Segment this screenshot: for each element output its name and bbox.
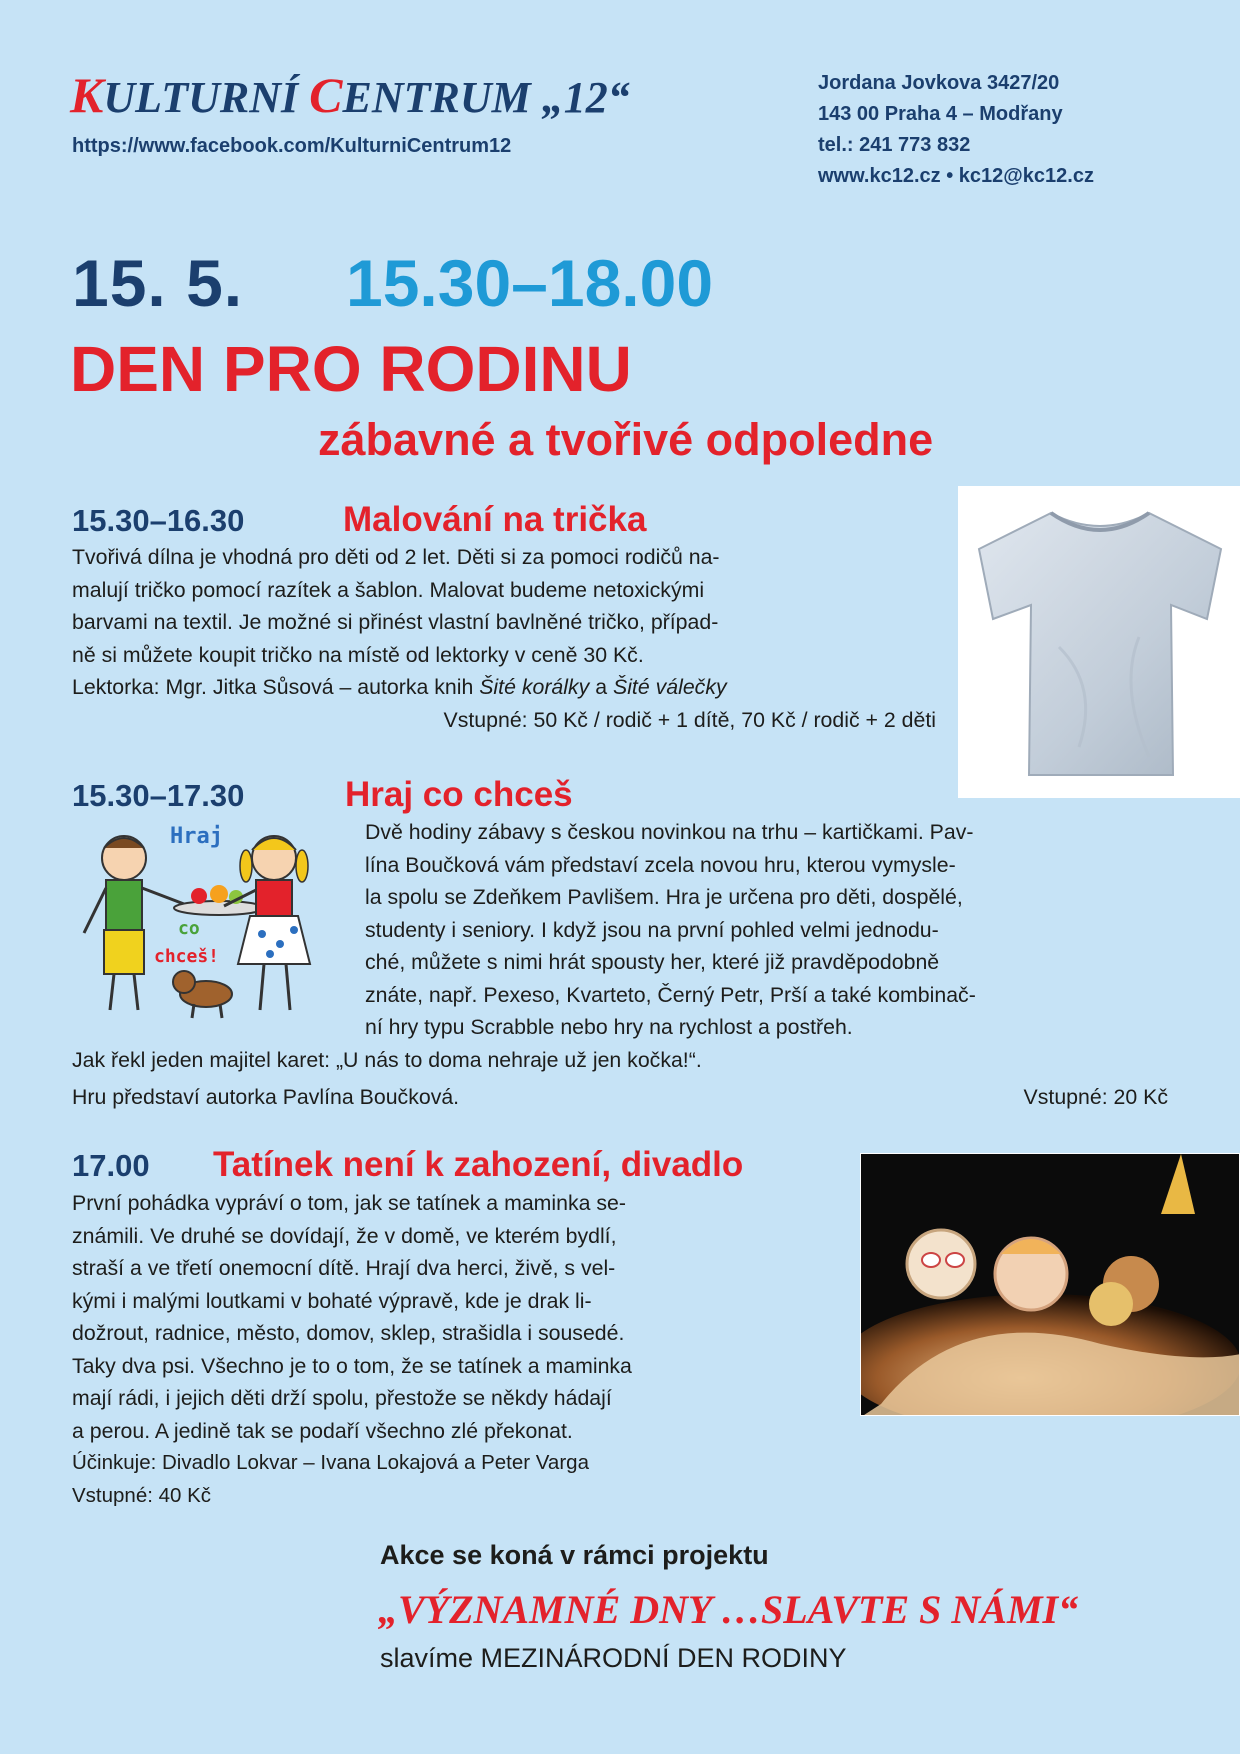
puppet-photo: [860, 1153, 1240, 1416]
lector-and: a: [589, 675, 613, 699]
event-title: DEN PRO RODINU: [70, 333, 632, 405]
section1-time: 15.30–16.30: [72, 503, 245, 538]
event-subtitle: zábavné a tvořivé odpoledne: [318, 414, 934, 465]
puppet-theatre-icon: [861, 1154, 1240, 1416]
illustration-word-hraj: Hraj: [170, 824, 223, 849]
logo-k: K: [70, 67, 104, 123]
section2-price: Vstupné: 20 Kč: [1023, 1085, 1168, 1109]
project-name: „VÝZNAMNÉ DNY …SLAVTE S NÁMI“: [378, 1587, 1079, 1632]
section2-line: ché, můžete s nimi hrát spousty her, které již pravděpodobně: [365, 950, 940, 974]
section2-line: znáte, např. Pexeso, Kvarteto, Černý Petr, Prší a také kombinač-: [365, 982, 976, 1007]
event-date: 15. 5.: [72, 246, 244, 320]
section1-line: Tvořivá dílna je vhodná pro děti od 2 let. Děti si za pomoci rodičů na-: [72, 545, 720, 569]
section2-author: Hru představí autorka Pavlína Boučková.: [72, 1085, 460, 1109]
book-title-2: Šité válečky: [612, 675, 727, 699]
tshirt-icon: [959, 487, 1240, 798]
section3-price: Vstupné: 40 Kč: [72, 1483, 212, 1507]
contact-city: 143 00 Praha 4 – Modřany: [818, 103, 1063, 125]
logo-entrum: ENTRUM: [342, 73, 542, 122]
section2-line: lína Boučková vám představí zcela novou hru, kterou vymysle-: [365, 852, 956, 877]
section1-body: [72, 541, 940, 704]
section2-line: la spolu se Zdeňkem Pavlišem. Hra je určena pro děti, dospělé,: [365, 885, 963, 909]
facebook-link[interactable]: https://www.facebook.com/KulturniCentrum12: [72, 135, 512, 157]
section2-quote: Jak řekl jeden majitel karet: „U nás to doma nehraje už jen kočka!“.: [72, 1048, 702, 1072]
section2-line: studenty i seniory. I když jsou na první pohled velmi jednodu-: [365, 917, 939, 942]
section3-line: mají rádi, i jejich děti drží spolu, přestože se někdy hádají: [72, 1386, 612, 1410]
children-illustration-icon: [74, 818, 344, 1028]
contact-block: [818, 68, 1094, 192]
book-title-1: Šité korálky: [479, 675, 590, 699]
section1-lector: [72, 671, 940, 704]
event-time: 15.30–18.00: [346, 246, 714, 320]
contact-web-email[interactable]: www.kc12.cz • kc12@kc12.cz: [818, 165, 1094, 187]
section3-line: a perou. A jedině tak se podaří všechno zlé překonat.: [72, 1418, 573, 1443]
logo-c: C: [309, 67, 343, 123]
section3-time: 17.00: [72, 1148, 150, 1183]
lector-prefix: Lektorka: Mgr. Jitka Sůsová – autorka knih: [72, 675, 480, 699]
illustration-word-chces: chceš!: [154, 946, 220, 967]
section3-cast: Účinkuje: Divadlo Lokvar – Ivana Lokajová a Peter Varga: [72, 1451, 589, 1474]
section3-line: První pohádka vypráví o tom, jak se tatínek a maminka se-: [72, 1191, 626, 1215]
contact-address: Jordana Jovkova 3427/20: [818, 72, 1060, 94]
section1-line: ně si můžete koupit tričko na místě od lektorky v ceně 30 Kč.: [72, 642, 644, 667]
section2-line: Dvě hodiny zábavy s českou novinkou na trhu – kartičkami. Pav-: [365, 820, 974, 844]
project-intro: Akce se koná v rámci projektu: [380, 1540, 769, 1570]
logo: [70, 66, 630, 124]
section3-body: [72, 1187, 632, 1512]
section1-title: Malování na trička: [343, 500, 647, 539]
section3-title: Tatínek není k zahození, divadlo: [213, 1145, 744, 1184]
section1-line: malují tričko pomocí razítek a šablon. Malovat budeme netoxickými: [72, 577, 705, 602]
logo-ulturni: ULTURNÍ: [103, 73, 310, 122]
section3-line: dožrout, radnice, město, domov, sklep, strašidla i sousedé.: [72, 1321, 625, 1345]
section3-line: straší a ve třetí onemocní dítě. Hrají dva herci, živě, s vel-: [72, 1256, 616, 1280]
section3-line: Taky dva psi. Všechno je to o tom, že se tatínek a maminka: [72, 1353, 632, 1378]
section3-line: známili. Ve druhé se dovídají, že v domě, ve kterém bydlí,: [72, 1223, 617, 1248]
section2-time: 15.30–17.30: [72, 778, 245, 813]
section2-title: Hraj co chceš: [345, 775, 573, 814]
illustration-word-co: co: [178, 918, 200, 939]
section1-line: barvami na textil. Je možné si přinést vlastní bavlněné tričko, případ-: [72, 610, 719, 634]
section3-line: kými i malými loutkami v bohaté výpravě, kde je drak li-: [72, 1288, 592, 1313]
logo-number: „12“: [541, 73, 630, 122]
section2-line: ní hry typu Scrabble nebo hry na rychlost a postřeh.: [365, 1015, 853, 1039]
contact-phone: tel.: 241 773 832: [818, 134, 971, 156]
section2-body: [365, 816, 976, 1044]
tshirt-photo: [958, 486, 1240, 798]
section1-price: Vstupné: 50 Kč / rodič + 1 dítě, 70 Kč / rodič + 2 děti: [443, 708, 936, 732]
hraj-illustration: [74, 818, 344, 1028]
project-subtitle: slavíme MEZINÁRODNÍ DEN RODINY: [380, 1643, 847, 1673]
